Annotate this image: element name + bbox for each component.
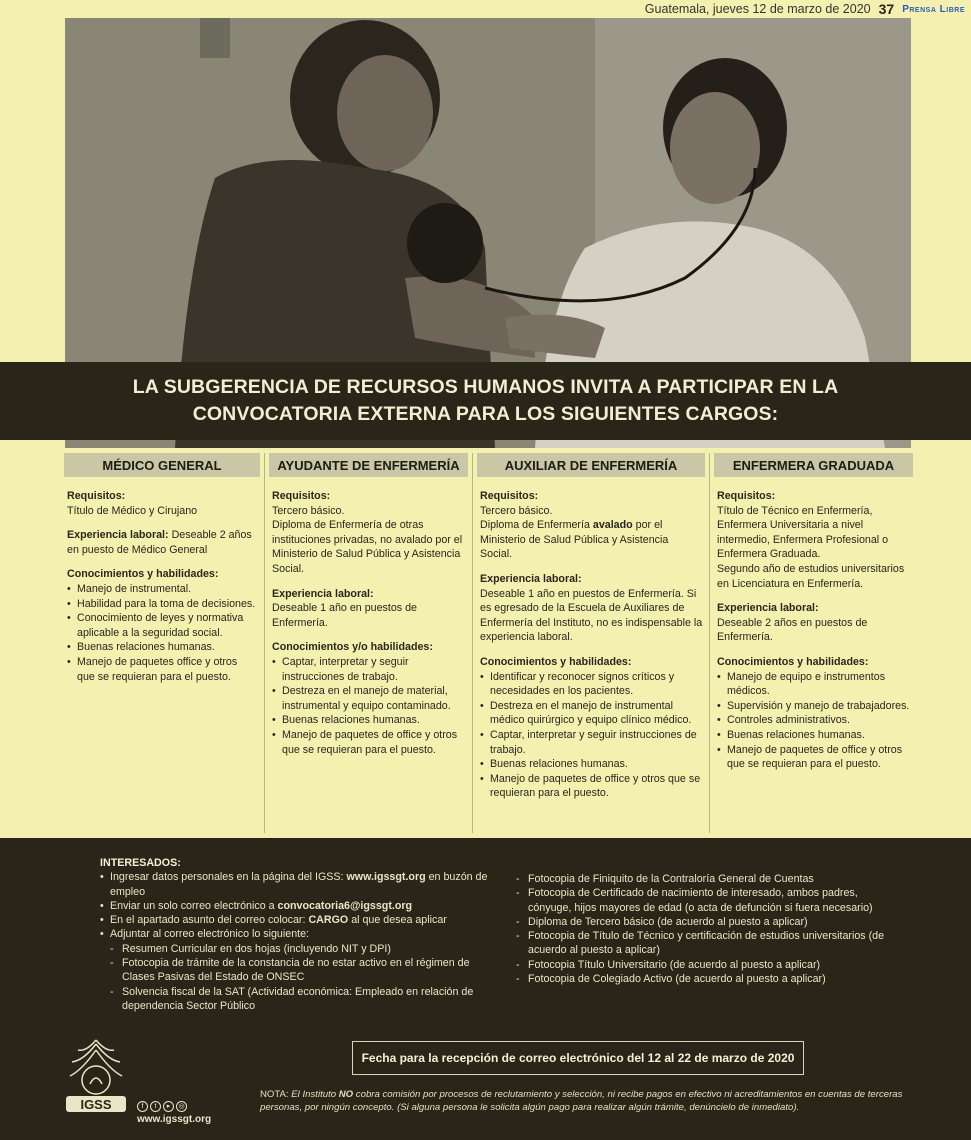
email-link[interactable]: convocatoria6@igssgt.org [277,899,413,912]
list-item: • Captar, interpretar y seguir instrucciones de trabajo. [272,655,466,684]
list-item: • Buenas relaciones humanas. [717,728,911,743]
skills-list [480,670,703,801]
list-item: • Manejo de paquetes de office y otros que se requieran para el puesto. [480,772,703,801]
youtube-icon[interactable]: ▸ [163,1101,174,1112]
requirements-text: Tercero básico. [272,504,345,517]
interested-heading: INTERESADOS: [100,857,181,869]
list-item: • Destreza en el manejo de instrumental médico quirúrgico y equipo clínico médico. [480,699,703,728]
requirements-text: Diploma de Enfermería de otras instituciones privadas, no avalado por el Ministerio de Salud Pública y Asistencia Social. [272,519,463,575]
job-ayudante-enfermeria [264,453,468,833]
social-icons [137,1101,187,1112]
list-item: - Resumen Curricular en dos hojas (incluyendo NIT y DPI) [100,942,500,956]
requirements-heading: Requisitos: [272,490,331,502]
website-url[interactable]: www.igssgt.org [137,1114,212,1125]
interested-instructions [100,856,500,1013]
list-item: • Supervisión y manejo de trabajadores. [717,699,911,714]
headline [133,374,839,428]
logo-text: IGSS [80,1097,112,1112]
skills-list [67,582,258,684]
list-item: • Destreza en el manejo de material, instrumental y equipo contaminado. [272,684,466,713]
list-item: • Controles administrativos. [717,713,911,728]
headline-banner [0,362,971,440]
requirements-heading: Requisitos: [480,490,539,502]
list-item: - Diploma de Tercero básico (de acuerdo al puesto a aplicar) [516,915,896,929]
list-item: • Buenas relaciones humanas. [272,713,466,728]
requirements-text: Tercero básico. [480,504,553,517]
job-medico-general [64,453,260,833]
list-item: - Fotocopia de Título de Técnico y certificación de estudios universitarios (de acuerdo al puesto a aplicar) [516,929,896,958]
list-item: • Conocimiento de leyes y normativa aplicable a la seguridad social. [67,611,258,640]
instructions-list [100,870,500,1013]
job-auxiliar-enfermeria [472,453,705,833]
list-item: • Manejo de paquetes office y otros que se requieran para el puesto. [67,655,258,684]
list-item: • En el apartado asunto del correo colocar: CARGO al que desea aplicar [100,913,500,927]
requirements-text: Título de Técnico en Enfermería, Enfermera Universitaria a nivel intermedio, Enfermera Profesional o Enfermera Graduada. [717,504,889,561]
list-item: • Buenas relaciones humanas. [480,757,703,772]
page-number: 37 [878,1,895,17]
headline-line-2: CONVOCATORIA EXTERNA PARA LOS SIGUIENTES CARGOS: [192,403,779,425]
list-item: • Enviar un solo correo electrónico a convocatoria6@igssgt.org [100,899,500,913]
list-item: • Captar, interpretar y seguir instrucciones de trabajo. [480,728,703,757]
requirements-text: Título de Médico y Cirujano [67,504,198,517]
list-item: - Fotocopia de Certificado de nacimiento de interesado, ambos padres, cónyuge, hijos mayores de edad (o acta de defunción si fuera necesario) [516,886,896,915]
list-item: • Manejo de paquetes de office y otros que se requieran para el puesto. [272,728,466,757]
twitter-icon[interactable]: t [150,1101,161,1112]
requirements-heading: Requisitos: [67,490,126,502]
list-item: • Buenas relaciones humanas. [67,640,258,655]
experience-text: Experiencia laboral: Deseable 2 años en puesto de Médico General [67,529,252,556]
job-title: MÉDICO GENERAL [64,453,260,477]
list-item: • Ingresar datos personales en la página del IGSS: www.igssgt.org en buzón de empleo [100,870,500,899]
experience-heading: Experiencia laboral: [480,572,582,585]
deadline-box: Fecha para la recepción de correo electrónico del 12 al 22 de marzo de 2020 [352,1041,804,1075]
experience-text: Deseable 2 años en puestos de Enfermería. [717,616,868,644]
newspaper-brand: Prensa Libre [902,3,965,15]
application-section [0,838,971,1140]
requirements-text: Diploma de Enfermería avalado por el Ministerio de Salud Pública y Asistencia Social. [480,519,669,561]
list-item: - Fotocopia de Colegiado Activo (de acuerdo al puesto a aplicar) [516,972,896,986]
skills-heading: Conocimientos y habilidades: [717,655,869,668]
headline-line-1: LA SUBGERENCIA DE RECURSOS HUMANOS INVITA A PARTICIPAR EN LA [132,376,839,398]
job-positions [60,453,913,833]
skills-list [272,655,466,757]
list-item: • Identificar y reconocer signos críticos y necesidades en los pacientes. [480,670,703,699]
job-enfermera-graduada [709,453,913,833]
list-item: • Adjuntar al correo electrónico lo siguiente: [100,927,500,941]
experience-heading: Experiencia laboral: [717,602,819,615]
experience-heading: Experiencia laboral: [272,587,374,600]
facebook-icon[interactable]: f [137,1101,148,1112]
job-title: AYUDANTE DE ENFERMERÍA [269,453,468,477]
skills-list [717,670,911,772]
requirements-text: Segundo año de estudios universitarios en Licenciatura en Enfermería. [717,562,905,590]
list-item: - Fotocopia Título Universitario (de acuerdo al puesto a aplicar) [516,958,896,972]
list-item: - Fotocopia de Finiquito de la Contraloría General de Cuentas [516,872,896,886]
website-link[interactable]: www.igssgt.org [346,871,426,884]
experience-text: Deseable 1 año en puestos de Enfermería. [272,602,417,629]
skills-heading: Conocimientos y/o habilidades: [272,641,433,654]
disclaimer-note: NOTA: El Instituto NO cobra comisión por procesos de reclutamiento y selección, ni recibe pagos en efectivo ni acreditamientos en cuentas de terceras personas, por ningún concepto. (Si alguna persona le solicita algún pago para realizar algún trámite, denúncielo de inmediato). [260,1089,903,1113]
header-date: Guatemala, jueves 12 de marzo de 2020 [644,2,871,16]
skills-heading: Conocimientos y habilidades: [480,655,632,668]
list-item: • Habilidad para la toma de decisiones. [67,597,258,612]
job-title: AUXILIAR DE ENFERMERÍA [477,453,705,477]
list-item: • Manejo de equipo e instrumentos médicos. [717,670,911,699]
page-header [0,0,971,18]
requirements-heading: Requisitos: [717,490,776,502]
igss-logo-icon [56,1032,136,1122]
job-title: ENFERMERA GRADUADA [714,453,913,477]
list-item: • Manejo de instrumental. [67,582,258,597]
skills-heading: Conocimientos y habilidades: [67,568,219,581]
documents-list [516,872,896,986]
list-item: - Solvencia fiscal de la SAT (Actividad económica: Empleado en relación de dependencia Sector Público [100,985,500,1014]
list-item: - Fotocopia de trámite de la constancia de no estar activo en el régimen de Clases Pasivas del Estado de ONSEC [100,956,500,985]
experience-text: Deseable 1 año en puestos de Enfermería. Si es egresado de la Escuela de Auxiliares de Enfermería del Instituto, no es indispensable la experiencia laboral. [480,587,703,644]
instagram-icon[interactable]: ◎ [176,1101,187,1112]
list-item: • Manejo de paquetes de office y otros que se requieran para el puesto. [717,743,911,772]
